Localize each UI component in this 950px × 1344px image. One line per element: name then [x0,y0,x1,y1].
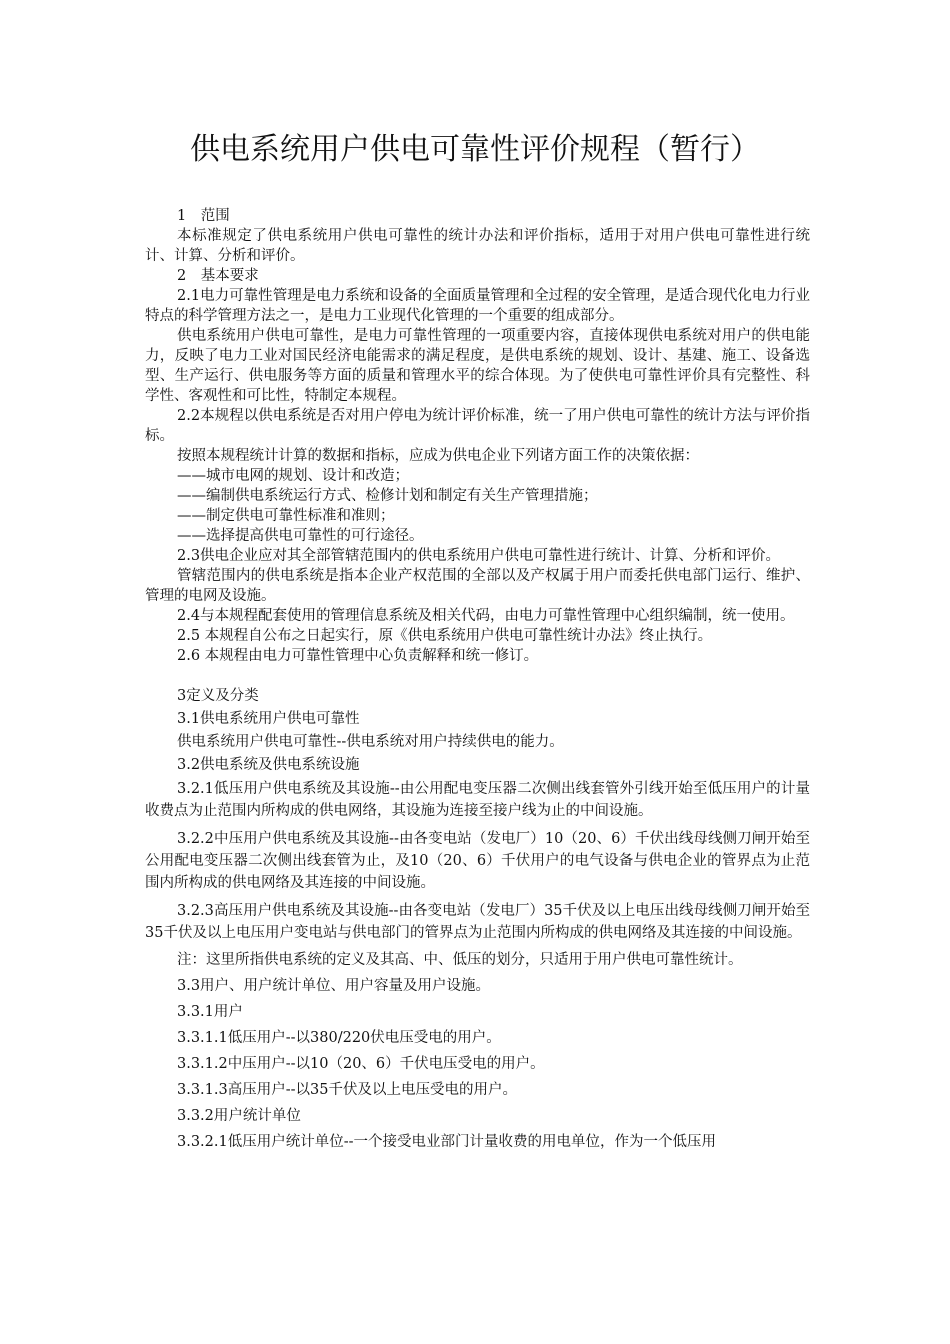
subsection-heading: 3.2供电系统及供电系统设施 [177,757,360,773]
document-body [145,206,810,1152]
subsection-heading: 3.3.2用户统计单位 [177,1108,301,1124]
paragraph: 2.4与本规程配套使用的管理信息系统及相关代码，由电力可靠性管理中心组织编制，统一使用。 [177,608,795,624]
paragraph: 管辖范围内的供电系统是指本企业产权范围的全部以及产权属于用户而委托供电部门运行、维护、管理的电网及设施。 [145,568,810,604]
section-heading-basic-requirements: 2 基本要求 [177,268,259,284]
subsection-heading: 3.3用户、用户统计单位、用户容量及用户设施。 [177,978,491,994]
paragraph: 2.6 本规程由电力可靠性管理中心负责解释和统一修订。 [177,648,539,664]
paragraph: 2.5 本规程自公布之日起实行，原《供电系统用户供电可靠性统计办法》终止执行。 [177,628,713,644]
paragraph: 3.2.3高压用户供电系统及其设施--由各变电站（发电厂）35千伏及以上电压出线母线侧刀闸开始至35千伏及以上电压用户变电站与供电部门的管界点为止范围内所构成的供电网络及其连接的中间设施。 [145,903,810,941]
note-paragraph: 注：这里所指供电系统的定义及其高、中、低压的划分，只适用于用户供电可靠性统计。 [177,952,743,968]
paragraph: 供电系统用户供电可靠性--供电系统对用户持续供电的能力。 [177,734,564,750]
paragraph: 本标准规定了供电系统用户供电可靠性的统计办法和评价指标，适用于对用户供电可靠性进行统计、计算、分析和评价。 [145,228,810,264]
subsection-heading: 3.3.1用户 [177,1004,243,1020]
section-heading-definitions: 3定义及分类 [177,688,259,704]
subsection-heading: 3.1供电系统用户供电可靠性 [177,711,360,727]
document-title: 供电系统用户供电可靠性评价规程（暂行） [190,132,760,167]
list-item: ——编制供电系统运行方式、检修计划和制定有关生产管理措施； [177,488,598,504]
paragraph: 3.3.2.1低压用户统计单位--一个接受电业部门计量收费的用电单位，作为一个低压用 [177,1134,717,1150]
list-item: ——城市电网的规划、设计和改造； [177,468,409,484]
paragraph: 3.2.2中压用户供电系统及其设施--由各变电站（发电厂）10（20、6）千伏出线母线侧刀闸开始至公用配电变压器二次侧出线套管为止，及10（20、6）千伏用户的电气设备与供电企业的管界点为止范围内所构成的供电网络及其连接的中间设施。 [145,831,810,891]
paragraph: 3.3.1.2中压用户--以10（20、6）千伏电压受电的用户。 [177,1056,545,1072]
list-item: ——选择提高供电可靠性的可行途径。 [177,528,424,544]
paragraph: 2.2本规程以供电系统是否对用户停电为统计评价标准，统一了用户供电可靠性的统计方法与评价指标。 [145,408,810,444]
paragraph: 3.3.1.1低压用户--以380/220伏电压受电的用户。 [177,1030,501,1046]
paragraph: 供电系统用户供电可靠性，是电力可靠性管理的一项重要内容，直接体现供电系统对用户的供电能力，反映了电力工业对国民经济电能需求的满足程度，是供电系统的规划、设计、基建、施工、设备选型、生产运行、供电服务等方面的质量和管理水平的综合体现。为了使供电可靠性评价具有完整性、科学性、客观性和可比性，特制定本规程。 [145,328,810,404]
section-heading-scope: 1 范围 [177,208,230,224]
paragraph: 3.2.1低压用户供电系统及其设施--由公用配电变压器二次侧出线套管外引线开始至低压用户的计量收费点为止范围内所构成的供电网络，其设施为连接至接户线为止的中间设施。 [145,781,810,819]
paragraph: 按照本规程统计计算的数据和指标，应成为供电企业下列诸方面工作的决策依据： [177,448,699,464]
paragraph: 2.1电力可靠性管理是电力系统和设备的全面质量管理和全过程的安全管理，是适合现代化电力行业特点的科学管理方法之一，是电力工业现代化管理的一个重要的组成部分。 [145,288,810,324]
paragraph: 3.3.1.3高压用户--以35千伏及以上电压受电的用户。 [177,1082,517,1098]
paragraph: 2.3供电企业应对其全部管辖范围内的供电系统用户供电可靠性进行统计、计算、分析和评价。 [177,548,781,564]
list-item: ——制定供电可靠性标准和准则； [177,508,395,524]
